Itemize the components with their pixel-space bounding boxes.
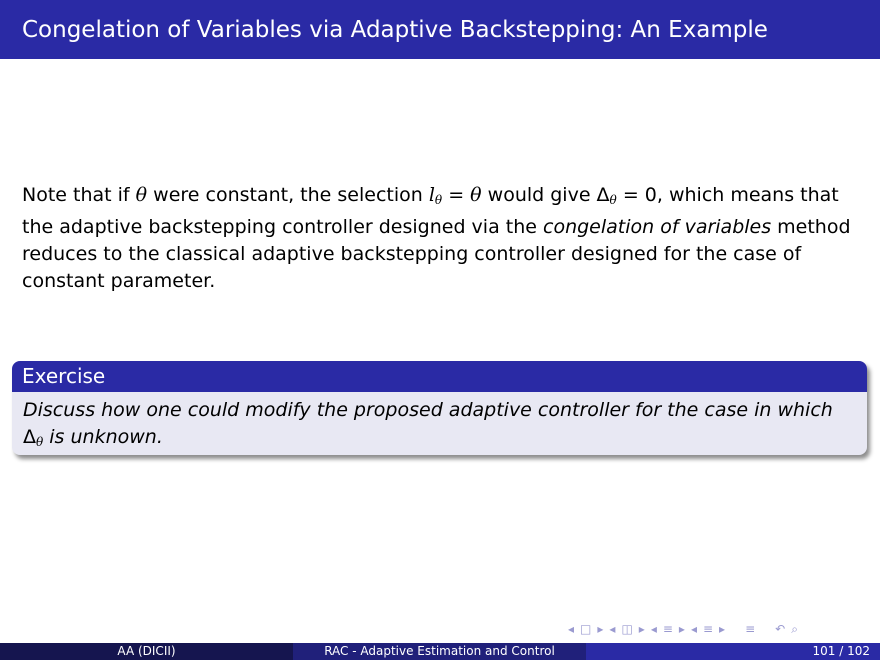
nav-prev-icon[interactable]: ◂ <box>690 622 697 636</box>
math-subscript-theta: θ <box>609 193 617 207</box>
nav-align-icon[interactable]: ≡ <box>745 622 756 636</box>
footer <box>0 643 880 660</box>
nav-subsection-icon[interactable]: ◫ <box>621 622 633 636</box>
math-subscript-theta: θ <box>36 435 44 449</box>
math-theta: θ <box>135 184 148 206</box>
text-segment: were constant, the selection <box>147 184 429 206</box>
exercise-text: is unknown. <box>43 426 163 448</box>
exercise-text: Discuss how one could modify the proposed adaptive controller for the case in which <box>23 399 833 421</box>
nav-prev-section-icon[interactable]: ◂ <box>650 622 657 636</box>
nav-next-section-icon[interactable]: ▸ <box>678 622 685 636</box>
exercise-block <box>12 361 867 455</box>
nav-section-icon[interactable]: ≡ <box>662 622 673 636</box>
nav-prev-frame-icon[interactable]: ◂ <box>568 622 575 636</box>
nav-frame-icon[interactable]: □ <box>580 622 592 636</box>
footer-author: AA (DICII) <box>0 643 293 660</box>
frame-title-bar <box>0 0 880 59</box>
main-paragraph <box>22 182 868 295</box>
beamer-navigation <box>568 621 798 637</box>
nav-prev-subsection-icon[interactable]: ◂ <box>609 622 616 636</box>
math-equals-zero: = 0 <box>616 184 657 206</box>
text-segment: Note that if <box>22 184 136 206</box>
text-segment: , which means that the adaptive backstepping controller designed via the <box>22 184 839 238</box>
text-segment: method reduces to the classical adaptive backstepping controller designed for the case of constant parameter. <box>22 216 851 292</box>
math-subscript-theta: θ <box>434 193 443 207</box>
math-equals: = <box>442 184 471 206</box>
nav-next-icon[interactable]: ▸ <box>719 622 726 636</box>
exercise-title: Exercise <box>12 361 867 392</box>
math-l: l <box>428 184 435 206</box>
exercise-body <box>12 392 867 455</box>
math-delta: Δ <box>596 184 610 206</box>
nav-search-icon[interactable]: ⌕ <box>791 622 798 636</box>
frame-title: Congelation of Variables via Adaptive Backstepping: An Example <box>22 17 768 43</box>
nav-next-frame-icon[interactable]: ▸ <box>597 622 604 636</box>
math-theta: θ <box>470 184 482 206</box>
nav-toc-icon[interactable]: ≡ <box>702 622 714 636</box>
nav-back-icon[interactable]: ↶ <box>775 622 786 636</box>
footer-page-number: 101 / 102 <box>586 643 880 660</box>
footer-course: RAC - Adaptive Estimation and Control <box>293 643 586 660</box>
nav-next-subsection-icon[interactable]: ▸ <box>638 622 645 636</box>
math-delta: Δ <box>23 426 36 448</box>
emphasized-term: congelation of variables <box>543 216 772 238</box>
text-segment: would give <box>481 184 597 206</box>
